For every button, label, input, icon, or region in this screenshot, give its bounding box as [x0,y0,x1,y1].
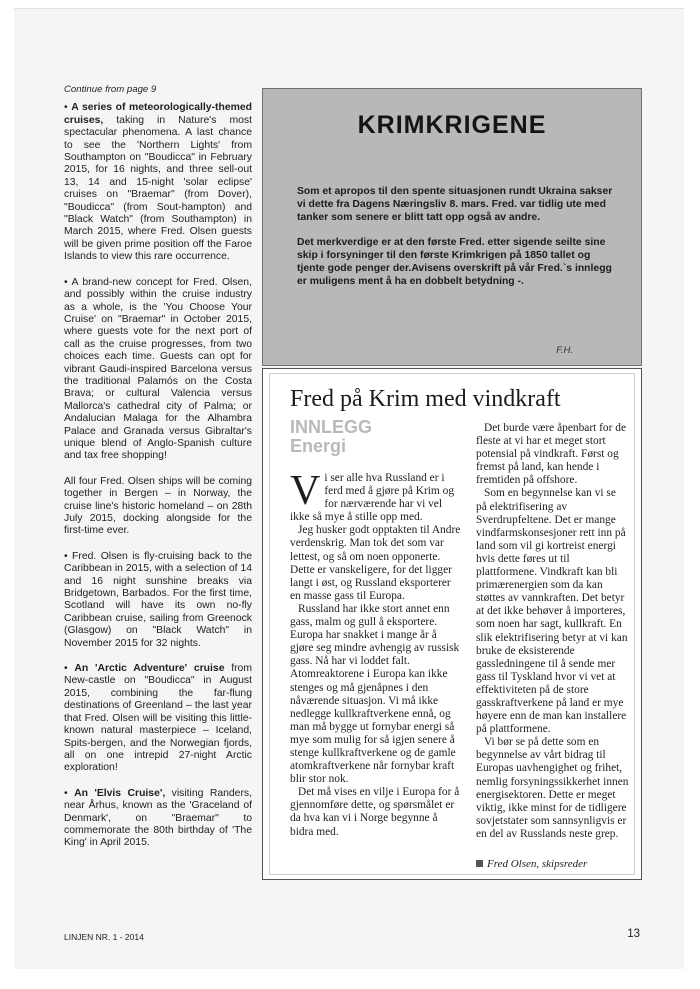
article-column-right [476,422,629,841]
krimkrigene-title: KRIMKRIGENE [357,111,547,139]
paragraph-caribbean: • Fred. Olsen is fly-cruising back to the Caribbean in 2015, with a selection of 14 and 16 night sunshine breaks via Bridgetown, Barbados. For the first time, Scotland will have its own no-fly Caribbean cruise, sailing from Greenock (Glasgow) on "Black Watch" in November 2015 for 32 nights. [64,550,253,649]
paragraph-bergen: All four Fred. Olsen ships will be coming together in Bergen – in Norway, the cruise line's historic homeland – on 28th July 2015, docking alongside for the first-time ever. [64,475,252,537]
krim-paragraph: Som et apropos til den spente situasjonen rundt Ukraina sakser vi dette fra Dagens Næringsliv 8. mars. Fred. var tidlig ute med tanker som senere er blitt tatt opp også av andre. [297,186,613,223]
article-paragraph: Russland har ikke stort annet enn gass, malm og gull å eksportere. Europa har snakket i mange år å gjøre seg mindre avhengig av russisk gass. Nå har vi loddet falt. Atomreaktorene i Europa kan ikke stenges og må gjenåpnes i den nåværende situasjon. Vi må ikke nedlegge kullkraftverkene ennå, og man må bygge ut fornybar energi så mye som mulig for så igjen senere å stenge kullkraftverkene og de gamle atomkraftverkene når fornybar kraft blir stor nok. [290,602,460,786]
paragraph-you-choose-cruise: • A brand-new concept for Fred. Olsen, and possibly within the cruise industry as a whole, is the 'You Choose Your Cruise' on "Braemar" in October 2015, where guests vote for the next port of call as the cruise progresses, from two choices each time. Guests can opt for vibrant Gaudi-inspired Barcelona versus the traditional Palamós on the Costa Brava; or cultural Valencia versus Mallorca's cathedral city of Palma; or Andalucian Malaga for the Alhambra Palace and Granada versus Gibraltar's unique blend of Anglo-Spanish culture and tax free shopping! [64,276,252,462]
article-paragraph: Vi ser alle hva Russland er i ferd med å gjøre på Krim og for nærværende har vi vel ikke så mye å stille opp med. [290,468,455,524]
continue-label: Continue from page 9 [64,84,157,95]
article-column-left [290,468,462,839]
left-column [64,84,252,863]
krim-signature: F.H. [556,345,573,356]
paragraph-meteorological-cruises: • A series of meteorologically-themed cruises, taking in Nature's most spectacular phenomena. A last chance to see the 'Northern Lights' from Southampton on "Boudicca" in February 2015, for 16 nights, and three sell-out 13, 14 and 15-night 'solar eclipse' cruises on "Braemar" (from Dover), "Boudicca" (from Sout-hampton) and "Black Watch" (from Southampton) in March 2015, where Fred. Olsen guests will be given prime position off the Faroe Islands to view this rare occurrence. [64,102,252,263]
article-byline: Fred Olsen, skipsreder [476,858,587,870]
page-number: 13 [627,928,640,940]
paragraph-arctic-adventure: • An 'Arctic Adventure' cruise from New-castle on "Boudicca" in August 2015, combining the far-flung destinations of Greenland – the last year that Fred. Olsen will be visiting this little-known natural masterpiece – Iceland, Spits-bergen, and the Norwegian fjords, all on one intrepid 27-night Arctic exploration! [64,663,252,774]
article-paragraph: Det burde være åpenbart for de fleste at vi har et meget stort potensial på vindkraft. Først og fremst på land, kan hende i fremtiden på offshore. [476,422,627,487]
dropcap-letter: V [290,468,321,514]
krim-paragraph: Det merkverdige er at den første Fred. etter sigende seilte sine skip i forsyninger til den første Krimkrigen på 1850 tallet og tjente gode penger der.Avisens overskrift på vår Fred.`s innlegg er muligens ment å ha en dobbelt betydning -. [297,237,612,287]
article-paragraph: Det må vises en vilje i Europa for å gjennomføre dette, og spørsmålet er da hva kan vi i Norge begynne å bidra med. [290,786,460,838]
krimkrigene-text [297,185,613,300]
article-headline: Fred på Krim med vindkraft [290,386,561,412]
krimkrigene-box [262,88,642,366]
article-box [262,368,642,880]
footer-publication: LINJEN NR. 1 - 2014 [64,932,144,942]
byline-square-icon [476,860,483,867]
paragraph-elvis-cruise: • An 'Elvis Cruise', visiting Randers, near Århus, known as the 'Graceland of Denmark', on "Braemar" to commemorate the 80th birthday of 'The King' in April 2015. [64,787,252,849]
section-tag-innlegg: INNLEGG [290,417,373,437]
article-paragraph: Vi bør se på dette som en begynnelse av vårt bidrag til Europas uavhengighet og frihet, nemlig forsyningssikkerhet innen energisektoren. Dette er meget viktig, ikke minst for de tidligere sovjetstater som sannsynligvis er en del av Russlands neste grep. [476,736,629,840]
article-paragraph: Jeg husker godt opptakten til Andre verdenskrig. Man tok det som var lettest, og så om noen opponerte. Dette er vanskeligere, for det ligger langt i øst, og Russland eksporterer en masse gass til Europa. [290,524,461,602]
article-frame [269,373,635,875]
section-tag-energi: Energi [290,436,347,456]
article-paragraph: Som en begynnelse kan vi se på elektrifisering av Sverdrupfeltene. Det er mange vindfarmskonsesjoner rett inn på land som vil gi kortreist energi hvis dette føres ut til plattformene. Vindkraft kan bli primærenergien som da kan støttes av vannkraften. Det betyr at det ikke behøver å importeres, som noen har sagt, kullkraft. En slik elektrifisering betyr at vi kan bruke de eksisterende gassledningene til å sende mer gass til Tyskland hvor vi vet at effektiviteten på de store gasskraftverkene på land er mye høyere enn de man kan installere på plattformene. [476,487,628,736]
